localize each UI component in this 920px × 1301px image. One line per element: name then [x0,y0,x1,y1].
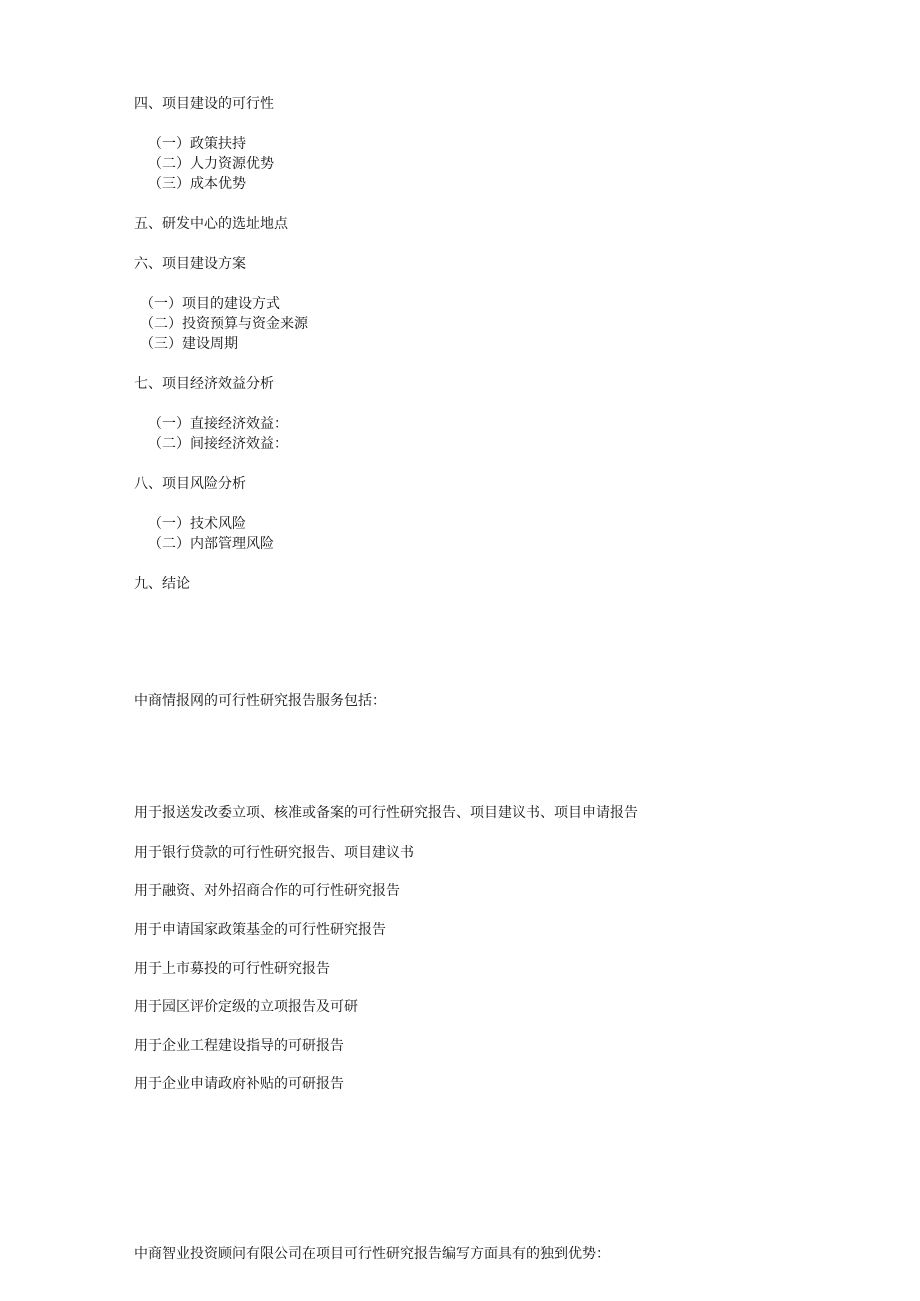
section-7-item-2: （二）间接经济效益： [148,436,288,452]
section-4-item-3: （三）成本优势 [148,176,246,192]
section-4-item-1: （一）政策扶持 [148,136,246,152]
section-5-heading: 五、研发中心的选址地点 [134,216,288,232]
section-6-item-3: （三）建设周期 [140,336,238,352]
section-6-item-1: （一）项目的建设方式 [140,296,280,312]
section-4-item-2: （二）人力资源优势 [148,156,274,172]
section-6-item-2: （二）投资预算与资金来源 [140,316,308,332]
service-item-4: 用于申请国家政策基金的可行性研究报告 [134,922,386,938]
service-item-5: 用于上市募投的可行性研究报告 [134,961,330,977]
section-7-item-1: （一）直接经济效益： [148,416,288,432]
section-8-item-1: （一）技术风险 [148,516,246,532]
service-item-3: 用于融资、对外招商合作的可行性研究报告 [134,883,400,899]
service-item-8: 用于企业申请政府补贴的可研报告 [134,1076,344,1092]
advantage-intro: 中商智业投资顾问有限公司在项目可行性研究报告编写方面具有的独到优势： [134,1246,610,1262]
service-item-7: 用于企业工程建设指导的可研报告 [134,1038,344,1054]
section-4-heading: 四、项目建设的可行性 [134,96,274,112]
section-6-heading: 六、项目建设方案 [134,256,246,272]
section-9-heading: 九、结论 [134,576,190,592]
section-7-heading: 七、项目经济效益分析 [134,376,274,392]
service-item-1: 用于报送发改委立项、核准或备案的可行性研究报告、项目建议书、项目申请报告 [134,805,638,821]
section-8-heading: 八、项目风险分析 [134,476,246,492]
service-item-2: 用于银行贷款的可行性研究报告、项目建议书 [134,845,414,861]
services-intro: 中商情报网的可行性研究报告服务包括： [134,693,386,709]
section-8-item-2: （二）内部管理风险 [148,536,274,552]
service-item-6: 用于园区评价定级的立项报告及可研 [134,999,358,1015]
